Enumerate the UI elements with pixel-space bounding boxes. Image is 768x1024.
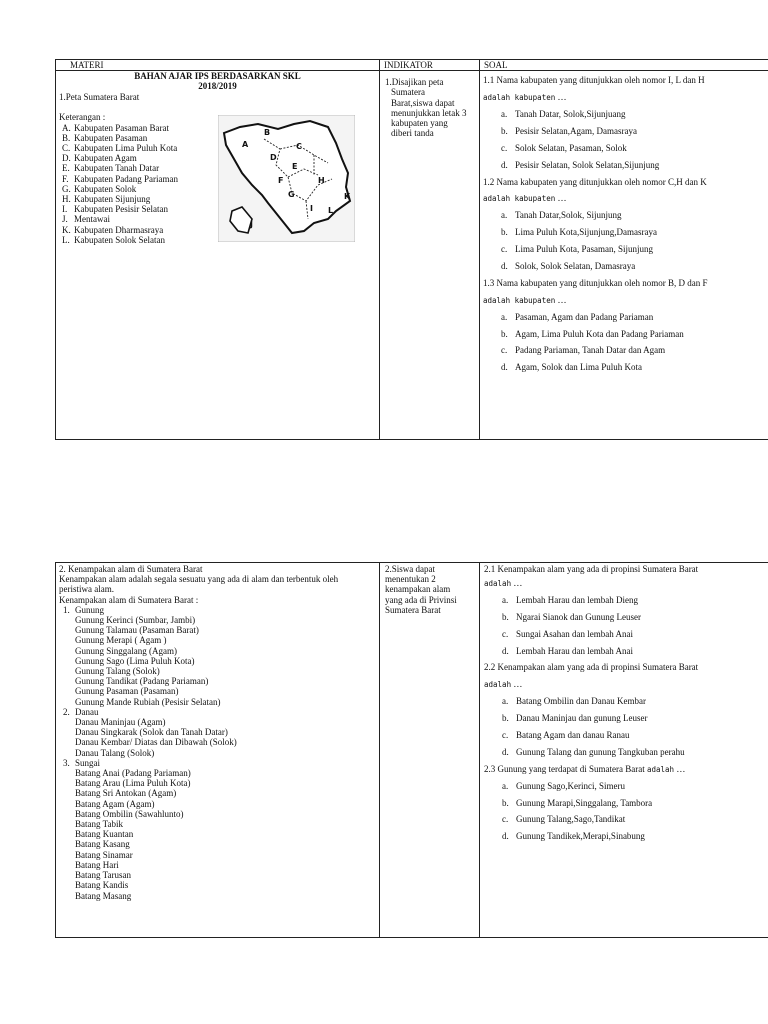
intro-line: Kenampakan alam di Sumatera Barat : (59, 594, 199, 605)
question-ellipsis: … (511, 679, 523, 690)
map-label: E (292, 162, 298, 172)
option-list (483, 309, 768, 377)
option-item: a. Tanah Datar,Solok, Sijunjung (501, 210, 622, 221)
indikator-line: kabupaten yang (391, 118, 448, 129)
question-ellipsis: … (555, 92, 567, 103)
option-list (483, 106, 768, 174)
list-item: I. Kabupaten Pesisir Selatan (62, 204, 168, 215)
list-item: Batang Hari (75, 859, 119, 870)
table-kenampakan-alam (55, 562, 768, 938)
keterangan-label: Keterangan : (59, 112, 106, 123)
option-item: c. Padang Pariaman, Tanah Datar dan Agam (501, 345, 666, 356)
topic-title: 1.Peta Sumatera Barat (59, 92, 140, 103)
option-item: a. Lembah Harau dan lembah Dieng (502, 594, 638, 605)
materi-cell (56, 563, 380, 938)
soal-cell (480, 71, 768, 440)
list-item: Danau Kembar/ Diatas dan Dibawah (Solok) (75, 737, 237, 748)
table-header-row (56, 60, 768, 71)
indikator-line: Barat,siswa dapat (391, 97, 455, 108)
option-item: d. Solok, Solok Selatan, Damasraya (501, 261, 636, 271)
question-text: 1.1 Nama kabupaten yang ditunjukkan oleh nomor I, L dan H (483, 75, 705, 86)
option-item: b. Gunung Marapi,Singgalang, Tambora (502, 797, 653, 808)
map-label: A (242, 140, 249, 150)
list-item: Batang Kasang (75, 839, 130, 850)
option-item: b. Danau Maninjau dan gunung Leuser (502, 713, 648, 724)
list-item: Batang Tabik (75, 819, 123, 830)
list-item: H. Kabupaten Sijunjung (62, 194, 151, 205)
map-label: G (288, 190, 295, 200)
list-item: Gunung Sago (Lima Puluh Kota) (75, 655, 195, 666)
definition-line: Kenampakan alam adalah segala sesuatu yang ada di alam dan terbentuk oleh (59, 574, 339, 585)
list-item: Batang Sri Antokan (Agam) (75, 788, 177, 799)
question-lead: adalah kabupaten (483, 194, 556, 204)
list-item: J. Mentawai (62, 214, 110, 225)
option-list (483, 207, 768, 275)
list-item: Batang Ombilin (Sawahlunto) (75, 808, 184, 819)
map-label: L (328, 206, 334, 216)
option-item: a. Gunung Sago,Kerinci, Simeru (502, 780, 625, 791)
list-item: Gunung Kerinci (Sumbar, Jambi) (75, 615, 196, 626)
question-lead: adalah kabupaten (483, 93, 556, 103)
indikator-line: 2.Siswa dapat (385, 564, 435, 574)
question-lead: adalah (484, 680, 512, 690)
question-text: 1.2 Nama kabupaten yang ditunjukkan oleh nomor C,H dan K (483, 176, 707, 187)
question-ellipsis: … (511, 578, 523, 588)
definition-line: peristiwa alam. (59, 584, 114, 595)
table-row (56, 563, 768, 938)
group-list-gunung (56, 605, 379, 707)
document-title: BAHAN AJAR IPS BERDASARKAN SKL (134, 71, 301, 82)
list-item: Batang Anai (Padang Pariaman) (75, 768, 191, 779)
list-item: Batang Tarusan (75, 870, 131, 881)
list-item: Danau Singkarak (Solok dan Tanah Datar) (75, 727, 228, 738)
option-item: d. Lembah Harau dan lembah Anai (502, 645, 633, 656)
option-item: d. Pesisir Selatan, Solok Selatan,Sijunjung (501, 159, 660, 170)
map-label: K (344, 192, 351, 202)
option-item: a. Tanah Datar, Solok,Sijunjuang (501, 108, 626, 119)
group-list-danau (56, 707, 379, 758)
header-materi: MATERI (56, 60, 380, 71)
indikator-line: kenampakan alam (385, 584, 451, 595)
option-item: c. Lima Puluh Kota, Pasaman, Sijunjung (501, 244, 653, 255)
list-item: Danau Maninjau (Agam) (75, 717, 166, 728)
option-list (484, 693, 768, 761)
map-label: B (264, 128, 271, 138)
option-item: c. Solok Selatan, Pasaman, Solok (501, 142, 627, 153)
list-item: Gunung Talamau (Pasaman Barat) (75, 625, 199, 636)
west-sumatra-map (218, 115, 355, 242)
map-label: C (296, 142, 302, 152)
map-label: F (278, 176, 284, 186)
option-item: d. Gunung Tandikek,Merapi,Sinabung (502, 831, 645, 842)
question-lead: adalah (646, 764, 675, 774)
option-item: d. Agam, Solok dan Lima Puluh Kota (501, 362, 642, 373)
option-item: a. Batang Ombilin dan Danau Kembar (502, 696, 646, 707)
map-label: H (318, 176, 325, 186)
option-item: b. Pesisir Selatan,Agam, Damasraya (501, 125, 637, 136)
table-peta-sumatera-barat (55, 59, 768, 440)
list-item: C. Kabupaten Lima Puluh Kota (62, 143, 178, 154)
group-list-sungai (56, 758, 379, 901)
list-item: Batang Masang (75, 890, 132, 901)
question-text: 1.3 Nama kabupaten yang ditunjukkan oleh nomor B, D dan F (483, 277, 708, 288)
indikator-line: yang ada di Privinsi (385, 594, 457, 605)
list-item: K. Kabupaten Dharmasraya (62, 224, 164, 235)
option-item: d. Gunung Talang dan gunung Tangkuban perahu (502, 746, 685, 757)
question-2-2 (484, 659, 768, 760)
question-1-2 (483, 174, 768, 275)
list-item: Batang Kandis (75, 880, 129, 891)
header-soal: SOAL (480, 60, 768, 71)
option-list (484, 592, 768, 660)
soal-cell (480, 563, 768, 938)
list-item: Gunung Pasaman (Pasaman) (75, 686, 179, 697)
option-item: c. Sungai Asahan dan lembah Anai (502, 628, 633, 639)
materi-cell (56, 71, 380, 440)
group-heading: 3. Sungai (63, 757, 101, 768)
question-2-3 (484, 761, 768, 845)
list-item: Danau Talang (Solok) (75, 747, 155, 758)
indikator-cell (380, 563, 480, 938)
option-item: b. Agam, Lima Puluh Kota dan Padang Pariaman (501, 328, 684, 339)
question-2-1 (484, 563, 768, 659)
list-item: F. Kabupaten Padang Pariaman (62, 173, 178, 184)
list-item: Gunung Tandikat (Padang Pariaman) (75, 676, 209, 687)
question-text: 2.1 Kenampakan alam yang ada di propinsi Sumatera Barat (484, 564, 699, 574)
list-item: Batang Kuantan (75, 829, 134, 840)
indikator-line: Sumatera (391, 87, 425, 98)
list-item: Gunung Mande Rubiah (Pesisir Selatan) (75, 696, 221, 707)
indikator-line: diberi tanda (391, 128, 434, 139)
topic-title: 2. Kenampakan alam di Sumatera Barat (59, 564, 203, 574)
list-item: Batang Agam (Agam) (75, 798, 155, 809)
question-lead: adalah (484, 579, 512, 588)
list-item: E. Kabupaten Tanah Datar (62, 163, 160, 174)
list-item: G. Kabupaten Solok (62, 183, 137, 194)
question-text: 2.2 Kenampakan alam yang ada di propinsi Sumatera Barat (484, 662, 699, 673)
list-item: Gunung Singgalang (Agam) (75, 645, 177, 656)
indikator-line: 1.Disajikan peta (385, 77, 444, 88)
list-item: Batang Arau (Lima Puluh Kota) (75, 778, 191, 789)
group-heading: 1. Gunung (63, 604, 104, 615)
list-item: D. Kabupaten Agam (62, 153, 137, 164)
table-row (56, 71, 768, 440)
list-item: L. Kabupaten Solok Selatan (62, 234, 165, 245)
map-label: D (270, 153, 277, 163)
option-item: c. Batang Agam dan danau Ranau (502, 730, 630, 741)
option-item: a. Pasaman, Agam dan Padang Pariaman (501, 311, 654, 322)
list-item: Batang Sinamar (75, 849, 133, 860)
indikator-line: Sumatera Barat (385, 604, 441, 615)
indikator-cell (380, 71, 480, 440)
list-item: A. Kabupaten Pasaman Barat (62, 122, 169, 133)
list-item: Gunung Talang (Solok) (75, 666, 160, 677)
option-item: b. Ngarai Sianok dan Gunung Leuser (502, 611, 641, 622)
question-lead: adalah kabupaten (483, 295, 556, 305)
option-list (484, 778, 768, 846)
question-ellipsis: … (674, 763, 686, 774)
question-1-1 (483, 72, 768, 173)
map-label: I (310, 204, 313, 214)
option-item: c. Gunung Talang,Sago,Tandikat (502, 814, 626, 825)
list-item: Gunung Merapi ( Agam ) (75, 635, 167, 646)
header-indikator: INDIKATOR (380, 60, 480, 71)
group-heading: 2. Danau (63, 706, 99, 717)
map-label: J (250, 220, 253, 230)
question-ellipsis: … (555, 294, 567, 305)
indikator-line: menentukan 2 (385, 574, 436, 585)
question-1-3 (483, 275, 768, 376)
indikator-line: menunjukkan letak 3 (391, 107, 467, 118)
question-ellipsis: … (555, 193, 567, 204)
list-item: B. Kabupaten Pasaman (62, 132, 148, 143)
question-text: 2.3 Gunung yang terdapat di Sumatera Barat adalah … (484, 763, 686, 774)
document-year: 2018/2019 (198, 81, 237, 92)
option-item: b. Lima Puluh Kota,Sijunjung,Damasraya (501, 227, 657, 238)
